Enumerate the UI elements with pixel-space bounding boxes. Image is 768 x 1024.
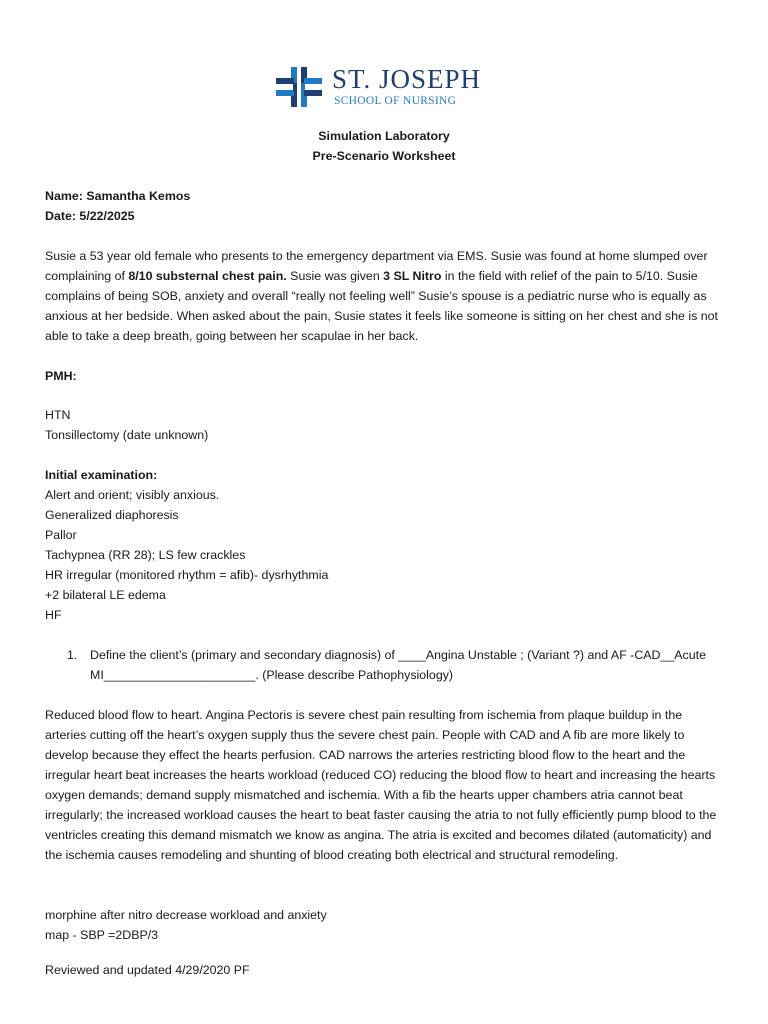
exam-item: HF (45, 608, 62, 622)
question-number: 1. (67, 648, 78, 662)
scenario-text-2: Susie was given (286, 269, 384, 283)
exam-item: HR irregular (monitored rhythm = afib)- dysrhythmia (45, 568, 329, 582)
exam-item: Pallor (45, 528, 77, 542)
worksheet-date: Date: 5/22/2025 (45, 209, 135, 223)
nitro-highlight: 3 SL Nitro (383, 269, 442, 283)
exam-heading: Initial examination: (45, 468, 158, 482)
question-text: Define the client’s (primary and secondary diagnosis) of ____Angina Unstable ; (Variant ?) and AF -CAD__Acute MI______________________. (Please describe Pathophysiology) (90, 648, 706, 682)
answer-paragraph: Reduced blood flow to heart. Angina Pectoris is severe chest pain resulting from ischemia from plaque buildup in the arteries cutting off the heart’s oxygen supply thus the severe chest pain. People with CAD and A fib are more likely to develop because they effect the hearts perfusion. CAD narrows the arteries restricting blood flow to the heart and the irregular heart beat increases the hearts workload (reduced CO) reducing the blood flow to heart and increasing the hearts oxygen demands; demand supply mismatched and ischemia. With a fib the hearts upper chambers atria cannot beat irregularly; the increased workload causes the heart to beat faster causing the atria to not fully efficiently pump blood to the ventricles creating this demand mismatch we know as angina. The atria is excited and becomes dilated (automaticity) and the ischemia causes remodeling and shunting of blood creating both electrical and structural remodeling. (45, 708, 717, 862)
exam-item: Tachypnea (RR 28); LS few crackles (45, 548, 246, 562)
scenario-paragraph (45, 246, 725, 346)
scenario-text-1: Susie a 53 year old female who presents to the emergency department via EMS. Susie was found at home slumped over complaining of (45, 249, 708, 283)
exam-item: +2 bilateral LE edema (45, 588, 166, 602)
school-logo (276, 64, 506, 112)
worksheet-title-line1: Simulation Laboratory (318, 129, 450, 143)
chest-pain-highlight: 8/10 substernal chest pain. (128, 269, 287, 283)
exam-item: Generalized diaphoresis (45, 508, 179, 522)
exam-item: Alert and orient; visibly anxious. (45, 488, 220, 502)
logo-title: ST. JOSEPH (332, 64, 482, 94)
note-line: map - SBP =2DBP/3 (45, 928, 159, 942)
scenario-text-3: in the field with relief of the pain to 5/10. Susie complains of being SOB, anxiety and overall “really not feeling well” Susie’s spouse is a pediatric nurse who is equally as anxious at her bedside. When asked about the pain, Susie states it feels like someone is sitting on her chest and she is not able to take a deep breath, going between her scapulae in her back. (45, 269, 718, 343)
pmh-item: HTN (45, 408, 71, 422)
pmh-heading: PMH: (45, 369, 77, 383)
cross-icon (276, 67, 324, 107)
review-footer: Reviewed and updated 4/29/2020 PF (45, 963, 250, 977)
note-line: morphine after nitro decrease workload and anxiety (45, 908, 327, 922)
logo-subtitle: SCHOOL OF NURSING (334, 95, 457, 107)
pmh-item: Tonsillectomy (date unknown) (45, 428, 209, 442)
worksheet-title-line2: Pre-Scenario Worksheet (312, 149, 456, 163)
student-name: Name: Samantha Kemos (45, 189, 191, 203)
